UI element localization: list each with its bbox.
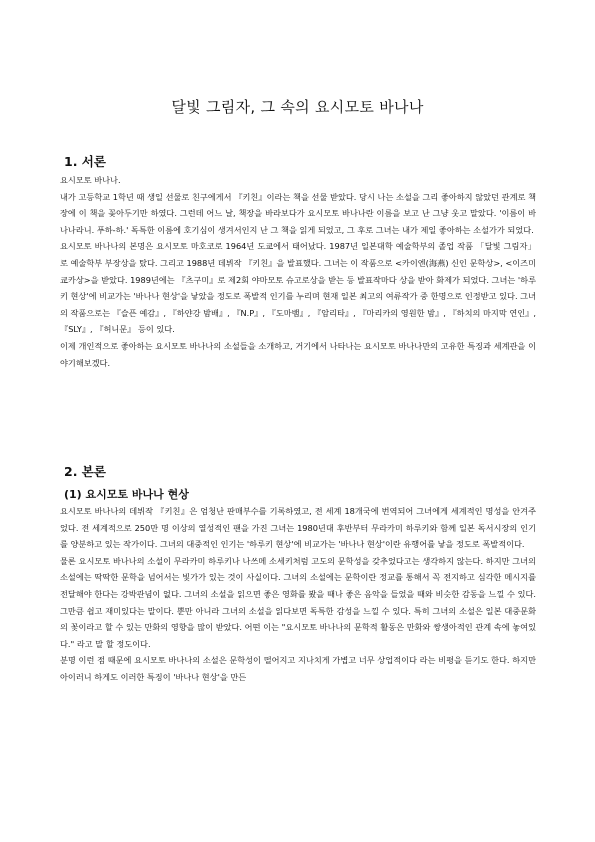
document-title: 달빛 그림자, 그 속의 요시모토 바나나 (171, 98, 424, 116)
paragraph: 이제 개인적으로 좋아하는 요시모토 바나나의 소설들을 소개하고, 거기에서 나타나는 요시모토 바나나만의 고유한 특징과 세계관을 이야기해보겠다. (60, 340, 536, 368)
subsection-heading: (1) 요시모토 바나나 현상 (64, 488, 189, 501)
paragraph: 내가 고등학교 1학년 때 생일 선물로 친구에게서 『키친』이라는 책을 선물 받았다. 당시 나는 소설을 그리 좋아하지 않았던 관계로 책장에 이 책을 꽂아두기만 하였다. 그런데 어느 날, 책장을 바라보다가 요시모토 바나나란 이름을 보고 난 그냥 웃고 말았다. '이름이 바나나라니. 푸하-하.' 독특한 이름에 호기심이 생겨서인지 난 그 책을 읽게 되었고, 그 후로 그녀는 내가 제일 좋아하는 소설가가 되었다. (60, 191, 536, 235)
paragraph: 요시모토 바나나의 데뷔작 『키친』은 엄청난 판매부수를 기록하였고, 전 세계 18개국에 번역되어 그녀에게 세계적인 명성을 안겨주었다. 전 세계적으로 250만 명 이상의 열성적인 팬을 가진 그녀는 1980년대 후반부터 무라카미 하루키와 함께 일본 독서시장의 인기를 양분하고 있는 작가이다. 그녀의 대중적인 인기는 '하루키 현상'에 비교가는 '바나나 현상'이란 유행어를 낳을 정도로 폭발적이다. (60, 506, 536, 550)
paragraph: 요시모토 바나나. (60, 175, 121, 185)
section-introduction-body (60, 172, 536, 371)
paragraph: 물론 요시모토 바나나의 소설이 무라카미 하루키나 나쓰메 소세키처럼 고도의 문학성을 갖추었다고는 생각하지 않는다. 하지만 그녀의 소설에는 딱딱한 문학을 넘어서는 빛가가 있는 것이 사실이다. 그녀의 소설에는 문학이란 정교를 통해서 꼭 전지하고 심각한 메시지를 전달해야 한다는 강박관념이 없다. 그녀의 소설을 읽으면 좋은 영화를 봤을 때나 좋은 음악을 들었을 때와 비슷한 감동을 느낄 수 있다. 그만큼 쉽고 재미있다는 말이다. 뿐만 아니라 그녀의 소설을 읽다보면 독특한 감성을 느낄 수 있다. 특히 그녀의 소설은 일본 대중문화의 꽃이라고 할 수 있는 만화의 영향을 많이 받았다. 어떤 이는 "요시모토 바나나의 문학적 활동은 만화와 쌍생아적인 관계 속에 놓여있다." 라고 말 할 정도이다. (60, 555, 536, 649)
section-main-body (60, 503, 536, 686)
paragraph: 분명 이런 점 때문에 요시모토 바나나의 소설은 문학성이 떨어지고 지나치게 가볍고 너무 상업적이다 라는 비평을 듣기도 한다. 하지만 아이러니 하게도 이러한 특징이 '바나나 현상'을 만든 (60, 655, 536, 682)
paragraph: 요시모토 바나나의 본명은 요시모토 마호코로 1964년 도쿄에서 태어났다. 1987년 일본대학 예술학부의 졸업 작품 「달빛 그림자」로 예술학부 부장상을 탔다. 그리고 1988년 데뷔작 『키친』을 발표했다. 그녀는 이 작품으로 <카이엔(海燕) 신인 문학상>, <이즈미 쿄카상>을 받았다. 1989년에는 『츠구미』로 제2회 야마모토 슈고로상을 받는 등 발표작마다 상을 받아 화제가 되었다. 그녀는 '하루키 현상'에 비교가는 '바나나 현상'을 낳았을 정도로 폭발적 인기를 누리며 현재 일본 최고의 여류작가 중 한명으로 인정받고 있다. 그녀의 작품으로는 『슬픈 예감』, 『하얀강 밤배』, 『N.P』, 『도마뱀』, 『암리타』, 『마리카의 영원한 밤』, 『하치의 마지막 연인』, 『SLY』, 『허니문』 등이 있다. (60, 241, 536, 335)
section-heading-main: 2. 본론 (64, 464, 106, 479)
section-heading-introduction: 1. 서론 (64, 154, 106, 169)
